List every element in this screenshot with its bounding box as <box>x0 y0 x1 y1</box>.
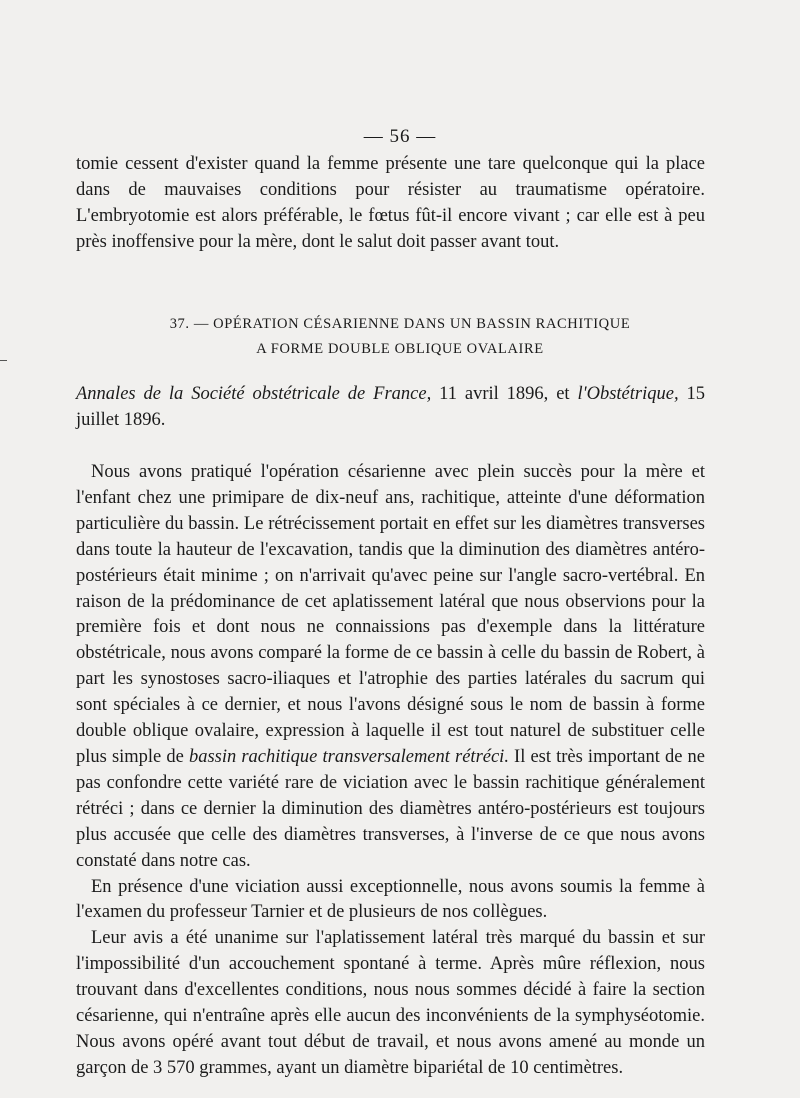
reference <box>76 382 705 434</box>
paragraph-1 <box>76 460 705 875</box>
section-title-line-1: 37. — OPÉRATION CÉSARIENNE DANS UN BASSIN RACHITIQUE <box>169 316 631 332</box>
paragraph-1-italic: bassin rachitique transversalement rétréci. <box>188 746 509 767</box>
page-number-text: — 56 — <box>363 126 437 147</box>
body-text <box>76 460 705 1082</box>
reference-journal-2: l'Obstétrique, <box>577 384 679 404</box>
paragraph-1-text-a: Nous avons pratiqué l'opération césarienne avec plein succès pour la mère et l'enfant chez une primipare de dix-neuf ans, rachitique, atteinte d'une déformation particulière du bassin. Le rétrécissement portait en effet sur les diamètres transverses dans toute la hauteur de l'excavation, tandis que la diminution des diamètres antéro-postérieurs était minime ; on n'arrivait qu'avec peine sur l'angle sacro-vertébral. En raison de la prédominance de cet aplatissement latéral que nous observions pour la première fois et dont nous ne connaissions pas d'exemple dans la littérature obstétricale, nous avons comparé la forme de ce bassin à celle du bassin de Robert, à part les synostoses sacro-iliaques et l'atrophie des parties latérales du sacrum qui sont spéciales à ce dernier, et nous l'avons désigné sous le nom de bassin à forme double oblique ovalaire, expression à laquelle il est tout naturel de substituer celle plus simple de <box>76 462 705 767</box>
paragraph-1-text-b: Il est très important de ne pas confondre cette variété rare de viciation avec le bassin rachitique généralement rétréci ; dans ce dernier la diminution des diamètres antéro-postérieurs est toujours plus accusée que celle des diamètres transverses, à l'inverse de ce que nous avons constaté dans notre cas. <box>76 746 705 871</box>
page-number <box>0 126 800 148</box>
intro-paragraph: tomie cessent d'exister quand la femme présente une tare quelconque qui la place dans de mauvaises conditions pour résister au traumatisme opératoire. L'embryotomie est alors préférable, le fœtus fût-il encore vivant ; car elle est à peu près inoffensive pour la mère, dont le salut doit passer avant tout. <box>76 154 705 252</box>
section-title-line-2: A FORME DOUBLE OBLIQUE OVALAIRE <box>256 341 544 357</box>
reference-date-2: 15 juillet 1896. <box>76 384 705 430</box>
paragraph-3: Leur avis a été unanime sur l'aplatissement latéral très marqué du bassin et sur l'impossibilité d'un accouchement spontané à terme. Après mûre réflexion, nous trouvant dans d'excellentes conditions, nous nous sommes décidé à faire la section césarienne, qui n'entraîne après elle aucun des inconvénients de la symphyséotomie. Nous avons opéré avant tout début de travail, et nous avons amené au monde un garçon de 3 570 grammes, ayant un diamètre bipariétal de 10 centimètres. <box>76 928 705 1078</box>
paragraph-2: En présence d'une viciation aussi exceptionnelle, nous avons soumis la femme à l'examen du professeur Tarnier et de plusieurs de nos collègues. <box>76 876 705 923</box>
intro-paragraph-block <box>76 152 705 256</box>
reference-journal-1: Annales de la Société obstétricale de France, <box>76 384 432 404</box>
reference-date-1: 11 avril 1896, et <box>431 384 578 404</box>
reference-block <box>76 382 705 434</box>
